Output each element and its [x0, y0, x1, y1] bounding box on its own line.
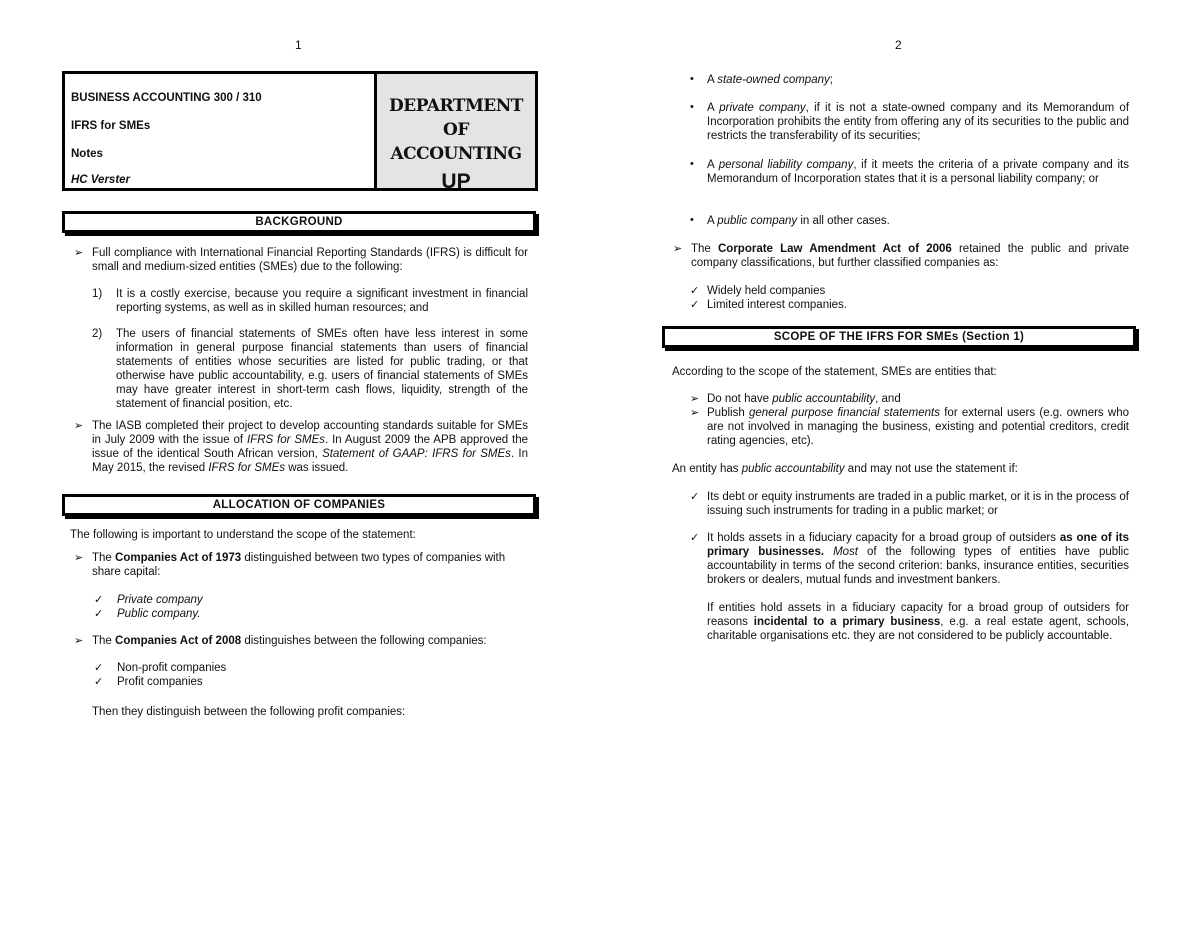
- dept-line2: ACCOUNTING: [390, 144, 522, 164]
- check-icon: ✓: [690, 491, 700, 503]
- private-company: A private company, if it is not a state-owned company and its Memorandum of Incorporation prohibits the entity from offering any of its securities to the public and restricts the transferability of its securities;: [707, 102, 1130, 142]
- list-item: Public company.: [117, 608, 201, 620]
- criterion-2: It holds assets in a fiduciary capacity for a broad group of outsiders as one of its primary businesses. Most of the following types of entities have public accountability in terms of the second criterion: banks, insurance entities, securities brokers or dealers, mutual funds and investment bankers.: [707, 532, 1129, 586]
- personal-liability: A personal liability company, if it meets the criteria of a private company and its Memorandum of Incorporation states that it is a personal liability company; or: [707, 159, 1129, 185]
- list-item: Profit companies: [117, 676, 203, 688]
- list-number: 2): [92, 328, 103, 340]
- check-icon: ✓: [94, 594, 104, 606]
- state-owned: A state-owned company;: [707, 74, 833, 86]
- criterion-1: Its debt or equity instruments are traded in a public market, or it is in the process of issuing such instruments for trading in a public market; or: [707, 491, 1129, 517]
- header-info: [65, 74, 377, 188]
- list-item: Limited interest companies.: [707, 299, 847, 311]
- section-background: BACKGROUND: [62, 211, 536, 233]
- page-number-right: 2: [895, 38, 902, 52]
- act-1973: The Companies Act of 1973 distinguished between two types of companies with share capital:: [92, 552, 506, 578]
- background-item-2: The users of financial statements of SMEs often have less interest in some information in general purpose financial statements than users of financial statements of entities whose securities are listed for public trading, or that otherwise have public accountability, e.g. users of financial statements of SMEs may have greater interest in short-term cash flows, liquidity, strength of the statement of financial position, etc.: [116, 328, 528, 410]
- check-icon: ✓: [690, 532, 700, 544]
- section-scope: SCOPE OF THE IFRS FOR SMEs (Section 1): [662, 326, 1136, 348]
- doc-type: Notes: [71, 148, 103, 160]
- allocation-intro: The following is important to understand the scope of the statement:: [70, 529, 416, 541]
- arrow-bullet-icon: ➢: [673, 243, 683, 255]
- background-intro: Full compliance with International Financial Reporting Standards (IFRS) is difficult for small and medium-sized entities (SMEs) due to the following:: [92, 247, 528, 273]
- dept-line1: DEPARTMENT OF: [389, 96, 523, 140]
- amendment-act: The Corporate Law Amendment Act of 2006 retained the public and private company classifications, but further classified companies as:: [691, 243, 1129, 269]
- arrow-bullet-icon: ➢: [74, 635, 84, 647]
- arrow-bullet-icon: ➢: [690, 393, 700, 405]
- list-item: Widely held companies: [707, 285, 826, 297]
- scope-item-2: Publish general purpose financial statements for external users (e.g. owners who are not involved in managing the business, existing and potential creditors, credit rating agencies, etc).: [707, 407, 1129, 447]
- check-icon: ✓: [94, 676, 104, 688]
- arrow-bullet-icon: ➢: [74, 552, 84, 564]
- author: HC Verster: [71, 174, 131, 186]
- bullet-icon: •: [690, 214, 694, 226]
- act-2008: The Companies Act of 2008 distinguishes between the following companies:: [92, 635, 487, 647]
- then-text: Then they distinguish between the following profit companies:: [92, 706, 406, 718]
- list-number: 1): [92, 288, 103, 300]
- scope-item-1: Do not have public accountability, and: [707, 393, 901, 405]
- public-company: A public company in all other cases.: [707, 215, 890, 227]
- check-icon: ✓: [94, 608, 104, 620]
- bullet-icon: •: [690, 158, 694, 170]
- incidental-paragraph: If entities hold assets in a fiduciary capacity for a broad group of outsiders for reasons incidental to a primary business, e.g. a real estate agent, schools, charitable organisations etc. they are not considered to be publicly accountable.: [707, 602, 1129, 642]
- course-title: BUSINESS ACCOUNTING 300 / 310: [71, 92, 262, 104]
- check-icon: ✓: [690, 299, 700, 311]
- arrow-bullet-icon: ➢: [74, 420, 84, 432]
- arrow-bullet-icon: ➢: [74, 247, 84, 259]
- iasb-paragraph: The IASB completed their project to develop accounting standards suitable for SMEs in July 2009 with the issue of IFRS for SMEs. In August 2009 the APB approved the issue of the identical South African version, Statement of GAAP: IFRS for SMEs. In May 2015, the revised IFRS for SMEs was issued.: [92, 420, 529, 474]
- department-logo: [377, 74, 535, 193]
- subject-title: IFRS for SMEs: [71, 120, 151, 132]
- background-item-1: It is a costly exercise, because you require a significant investment in financial reporting systems, as well as in skilled human resources; and: [116, 288, 528, 314]
- list-item: Non-profit companies: [117, 662, 227, 674]
- check-icon: ✓: [690, 285, 700, 297]
- header-box: [62, 71, 538, 191]
- section-allocation: ALLOCATION OF COMPANIES: [62, 494, 536, 516]
- scope-intro: According to the scope of the statement, SMEs are entities that:: [672, 366, 997, 378]
- list-item: Private company: [117, 594, 203, 606]
- up-logo: UP: [441, 170, 471, 193]
- public-accountability-intro: An entity has public accountability and may not use the statement if:: [672, 463, 1018, 475]
- page-number-left: 1: [295, 38, 302, 52]
- bullet-icon: •: [690, 73, 694, 85]
- arrow-bullet-icon: ➢: [690, 407, 700, 419]
- bullet-icon: •: [690, 101, 694, 113]
- check-icon: ✓: [94, 662, 104, 674]
